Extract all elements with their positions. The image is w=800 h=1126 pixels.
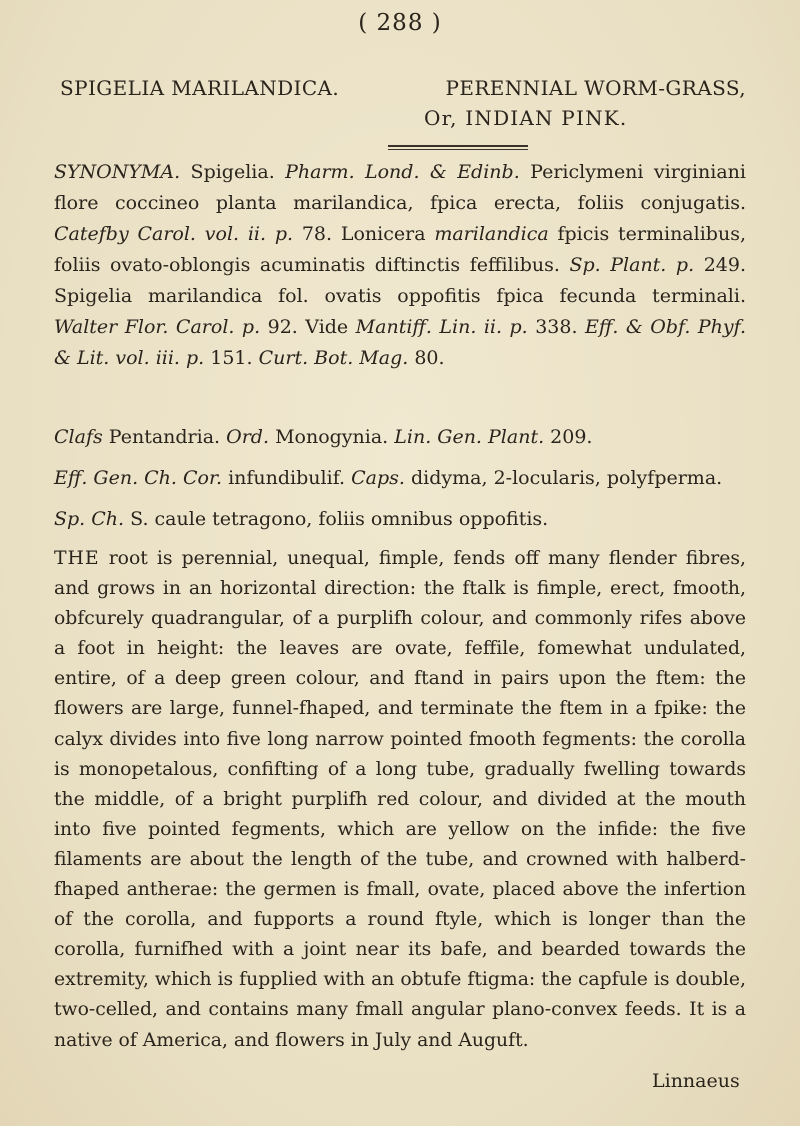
synonyma-reference: Pharm. Lond. & Edinb. — [285, 161, 520, 183]
synonyma-text: 151. — [210, 347, 253, 369]
essential-generic-character-line — [54, 463, 746, 494]
synonyma-reference: marilandica — [434, 223, 549, 245]
page-heading — [60, 76, 746, 100]
genus-reference-value: 209. — [550, 426, 593, 448]
synonyma-text: 80. — [414, 347, 445, 369]
page-number: ( 288 ) — [358, 10, 442, 36]
synonyma-paragraph — [54, 157, 746, 374]
heading-rule-thin — [388, 149, 528, 150]
description-text: root is perennial, unequal, fimple, fends off many flender fibres, and grows in an horizontal direction: the ftalk is fimple, erect, fmooth, obfcurely quadrangular, of a purplifh colour, and commonly rifes above a foot in height: the leaves are ovate, feffile, fomewhat undulated, entire, of a deep green colour, and ftand in pairs upon the ftem: the flowers are large, funnel-fhaped, and terminate the ftem in a fpike: the calyx divides into five long narrow pointed fmooth fegments: the corolla is monopetalous, confifting of a long tube, gradually fwelling towards the middle, of a bright purplifh red colour, and divided at the mouth into five pointed fegments, which are yellow on the infide: the five filaments are about the length of the tube, and crowned with halberd-fhaped antherae: the germen is fmall, ovate, placed above the infertion of the corolla, and fupports a round ftyle, which is longer than the corolla, furnifhed with a joint near its bafe, and bearded towards the extremity, which is fupplied with an obtufe ftigma: the capfule is double, two-celled, and contains many fmall angular plano-convex feeds. It is a native of America, and flowers in July and Auguft. — [54, 548, 746, 1051]
synonyma-reference: Mantiff. Lin. ii. p. — [355, 316, 528, 338]
synonyma-text: Spigelia. — [190, 161, 275, 183]
genus-reference-label: Lin. Gen. Plant. — [394, 426, 545, 448]
synonyma-reference: Catefby Carol. vol. ii. p. — [54, 223, 294, 245]
description-opening-word: THE — [54, 548, 100, 569]
synonyma-text: 338. — [535, 316, 578, 338]
description-paragraph — [54, 544, 746, 1056]
heading-alternate-name: Or, INDIAN PINK. — [424, 106, 628, 130]
synonyma-reference: Walter Flor. Carol. p. — [54, 316, 261, 338]
synonyma-text: 249. Spigelia marilandica fol. ovatis oppofitis fpica fecunda terminali. — [54, 254, 747, 307]
synonyma-text: Periclymeni virginiani flore coccineo planta marilandica, fpica erecta, foliis conjugatis. — [54, 161, 746, 214]
heading-latin-name: SPIGELIA MARILANDICA. — [60, 76, 340, 100]
classification-line — [54, 422, 746, 453]
heading-rule — [388, 145, 528, 147]
specific-value: S. caule tetragono, foliis omnibus oppofitis. — [130, 508, 549, 530]
synonyma-reference: Sp. Plant. p. — [569, 254, 695, 276]
synonyma-text: 78. Lonicera — [301, 223, 426, 245]
corolla-value: infundibulif. — [228, 467, 346, 489]
class-value: Pentandria. — [108, 426, 221, 448]
synonyma-label: SYNONYMA. — [54, 161, 181, 183]
specific-label: Sp. Ch. — [54, 508, 125, 530]
essential-label: Eff. Gen. Ch. — [54, 467, 177, 489]
corolla-label: Cor. — [183, 467, 223, 489]
synonyma-reference: Eff. & Obf. Phyf. & Lit. vol. iii. p. — [54, 316, 747, 369]
class-label: Clafs — [54, 426, 103, 448]
order-label: Ord. — [226, 426, 270, 448]
signature-linnaeus: Linnaeus — [652, 1070, 740, 1092]
synonyma-text: 92. Vide — [267, 316, 349, 338]
specific-character-line — [54, 504, 746, 535]
synonyma-reference: Curt. Bot. Mag. — [258, 347, 409, 369]
synonyma-text: fpicis terminalibus, foliis ovato-oblongis acuminatis diftinctis feffilibus. — [54, 223, 746, 276]
capsule-value: didyma, 2-locularis, polyfperma. — [411, 467, 723, 489]
order-value: Monogynia. — [275, 426, 389, 448]
capsule-label: Caps. — [351, 467, 405, 489]
heading-common-name: PERENNIAL WORM-GRASS, — [445, 76, 746, 100]
